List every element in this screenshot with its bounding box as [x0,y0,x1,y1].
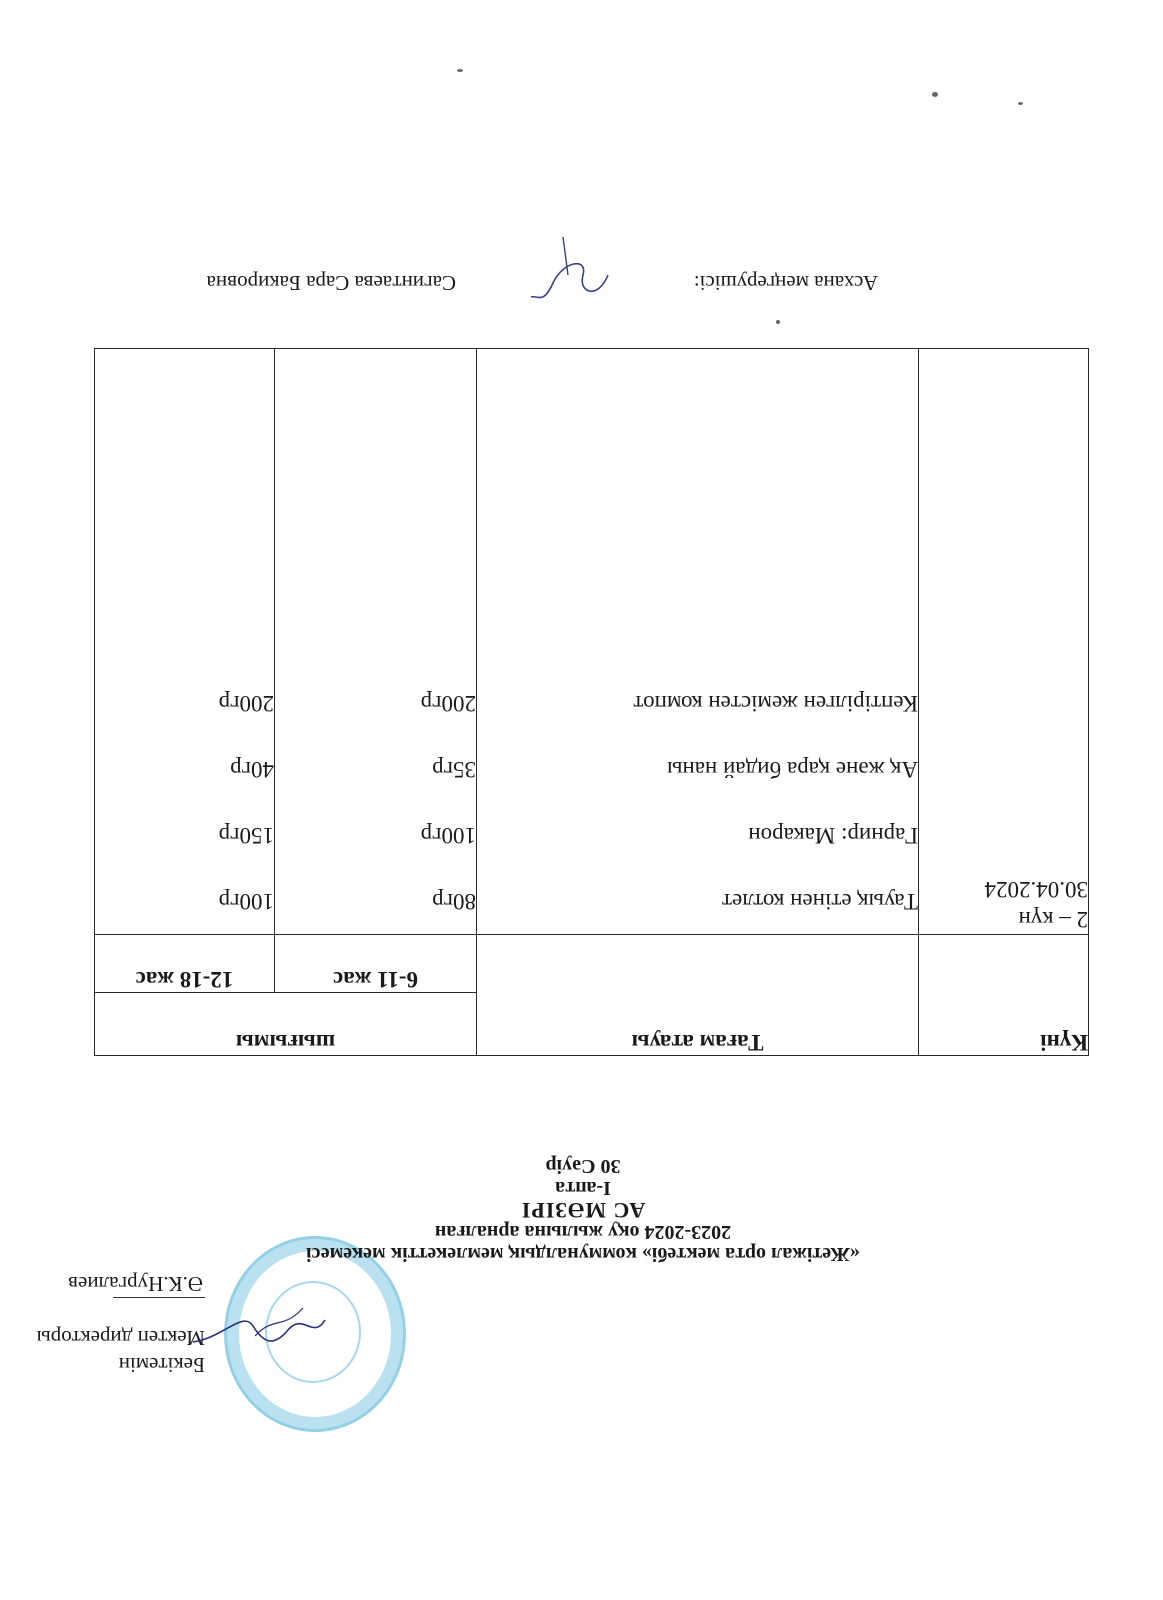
dish-name: Гарнир: Макарон [748,823,918,848]
day-date: 30.04.2024 [984,877,1088,902]
table-row [95,349,1089,935]
header-age-12-18: 12-18 жас [95,935,275,993]
dish-list [477,349,919,935]
day-label: 2 – күн [1018,907,1088,932]
yield-value: 80гр [432,889,476,914]
approval-block [0,1270,205,1378]
yield-12-18 [95,349,275,935]
header-dish: Тағам атауы [477,935,919,1056]
scan-speck [776,320,780,324]
header-yield: шығымы [95,993,477,1056]
yield-value: 100гр [420,823,476,848]
yield-value: 35гр [432,757,476,782]
document-heading [153,1155,1013,1265]
table-header-row [95,993,1089,1056]
canteen-manager-role: Асхана меңгерушісі: [693,271,878,295]
scan-speck [1018,102,1023,105]
director-name: Ә.К.Нургалиев [68,1272,203,1296]
week-label: I-апта [555,1177,611,1199]
scan-speck [457,69,463,72]
header-day: Күні [919,935,1089,1056]
school-year: 2023-2024 оқу жылына арналған [434,1221,732,1243]
yield-value: 150гр [218,823,274,848]
menu-date: 30 Сәуір [545,1155,621,1177]
yield-value: 40гр [230,757,274,782]
approval-position: Мектеп директоры [36,1326,205,1350]
institution-name: «Жетіжал орта мектебі» коммуналдық мемлекеттік мекемесі [306,1243,860,1265]
dish-name: Кептірілген жемістен компот [633,691,918,716]
yield-value: 200гр [420,691,476,716]
yield-6-11 [275,349,477,935]
manager-signature [523,235,623,305]
menu-title: АС МӘЗІРІ [520,1198,646,1223]
yield-value: 200гр [218,691,274,716]
day-cell [919,349,1089,935]
yield-value: 100гр [218,889,274,914]
dish-name: Тауық етінен котлет [721,889,918,914]
menu-table [94,348,1089,1056]
canteen-manager-name: Сагинтаева Сара Бакировна [206,271,456,295]
header-age-6-11: 6-11 жас [275,935,477,993]
director-signature [183,1300,333,1360]
scan-speck [932,92,938,97]
approval-word: Бекітемін [118,1353,205,1377]
dish-name: Ақ және қара бидай наны [666,757,918,782]
